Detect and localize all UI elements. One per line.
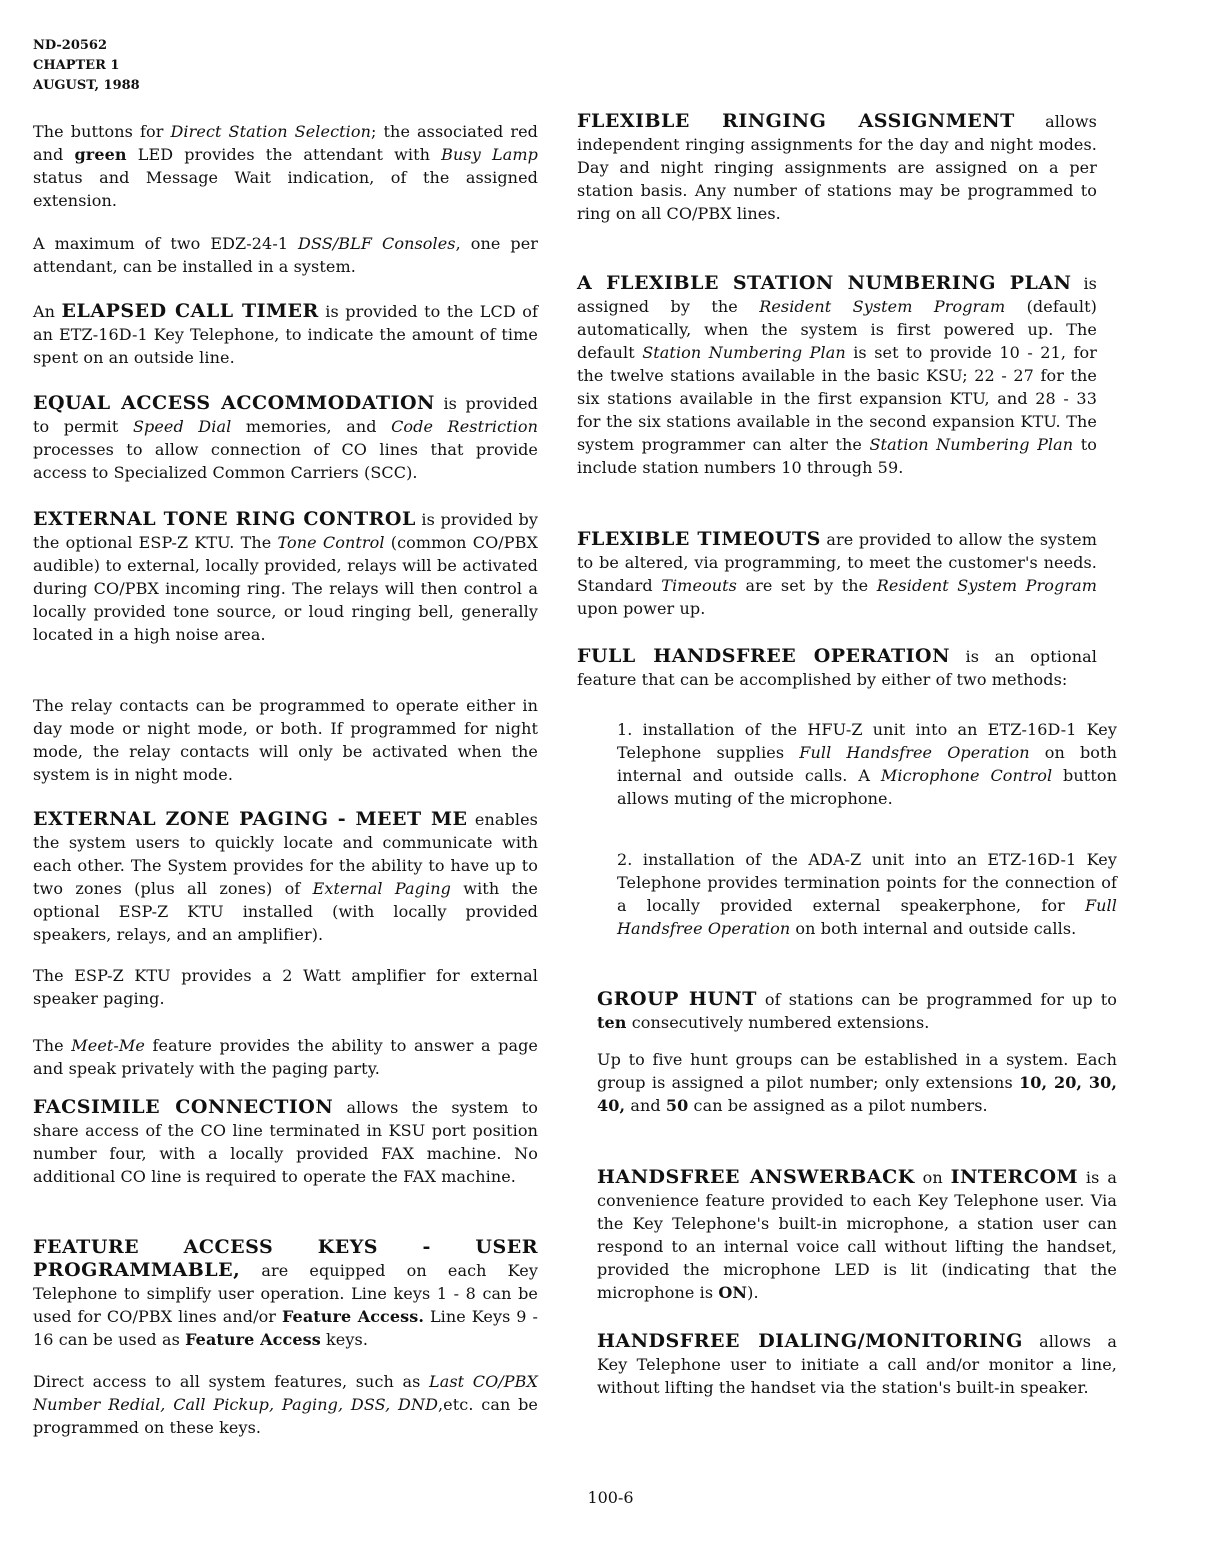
italic-text: Resident System Program (759, 297, 1006, 316)
body-text: A maximum of two EDZ-24-1 (33, 234, 299, 253)
feature-heading: EXTERNAL ZONE PAGING - MEET ME (33, 808, 468, 830)
body-text: (default) automatically, when the system is first powered up. The default (577, 297, 1097, 362)
paragraph (33, 1370, 538, 1439)
body-text: processes to allow connection of CO lines that provide access to Specialized Common Carriers (SCC). (33, 440, 538, 482)
italic-text: Code Restriction (391, 417, 539, 436)
italic-text: Meet-Me (71, 1036, 145, 1055)
body-text: are equipped on each Key Telephone to simplify user operation. Line keys 1 - 8 can be used for CO/PBX lines and/or (33, 1261, 538, 1326)
italic-text: Speed Dial (132, 417, 232, 436)
paragraph (33, 1096, 538, 1188)
paragraph (577, 645, 1097, 691)
feature-heading: HANDSFREE ANSWERBACK (597, 1166, 915, 1188)
body-text: Line Keys 9 - 16 can be used as (33, 1307, 538, 1349)
body-text: LED provides the attendant with (126, 145, 442, 164)
italic-text: Station Numbering Plan (642, 343, 846, 362)
italic-text: Busy Lamp (441, 145, 538, 164)
body-text: can be assigned as a pilot numbers. (688, 1096, 988, 1115)
italic-text: DSS/BLF Consoles (298, 234, 456, 253)
body-text: , one per attendant, can be installed in a system. (33, 234, 539, 276)
body-text: allows independent ringing assignments for the day and night modes. Day and night ringing assignments are assigned on a per station basis. Any number of stations may be programmed to ring on all CO/PBX lines. (577, 112, 1097, 223)
body-text: 1. installation of the HFU-Z unit into an ETZ-16D-1 Key Telephone supplies (617, 720, 1117, 762)
body-text: on (914, 1168, 951, 1187)
italic-text: Full Handsfree Operation (617, 896, 1117, 938)
document-number: ND-20562 (33, 38, 108, 53)
body-text: is set to provide 10 - 21, for the twelve stations available in the basic KSU; 22 - 27 for the six stations available in the first expansion KTU, and 28 - 33 for the six stations available in the second expansion KTU. The system programmer can alter the (577, 343, 1098, 454)
feature-heading: INTERCOM (950, 1166, 1079, 1188)
feature-heading: FEATURE ACCESS KEYS - USER PROGRAMMABLE, (33, 1236, 538, 1281)
document-date: AUGUST, 1988 (33, 78, 140, 93)
paragraph (577, 528, 1097, 620)
paragraph (33, 694, 538, 786)
body-text: is a convenience feature provided to each Key Telephone user. Via the Key Telephone's built-in microphone, a station user can respond to an internal voice call without lifting the handset, provided the microphone LED is lit (indicating that the microphone is (597, 1168, 1117, 1302)
body-text: feature provides the ability to answer a page and speak privately with the paging party. (33, 1036, 539, 1078)
body-text: is an optional feature that can be accomplished by either of two methods: (577, 647, 1097, 689)
body-text: (common CO/PBX audible) to external, locally provided, relays will be activated during CO/PBX incoming ring. The relays will then control a locally provided tone source, or loud ringing bell, generally located in a high noise area. (33, 533, 538, 644)
bold-text: green (74, 145, 127, 164)
body-text: The buttons for (33, 122, 171, 141)
feature-heading: FULL HANDSFREE OPERATION (577, 645, 950, 667)
body-text: ; the associated red and (33, 122, 539, 164)
body-text: keys. (320, 1330, 369, 1349)
body-text: is provided to permit (33, 394, 538, 436)
paragraph (597, 988, 1117, 1034)
bold-text: 10, 20, 30, 40, (597, 1073, 1118, 1115)
body-text: The (33, 1036, 72, 1055)
body-text: is provided by the optional ESP-Z KTU. The (33, 510, 539, 552)
italic-text: Resident System Program (876, 576, 1097, 595)
body-text: is provided to the LCD of an ETZ-16D-1 Key Telephone, to indicate the amount of time spent on an outside line. (33, 302, 539, 367)
body-text: on both internal and outside calls. A (617, 743, 1117, 785)
body-text: Up to five hunt groups can be established in a system. Each group is assigned a pilot number; only extensions (597, 1050, 1117, 1092)
body-text: ). (747, 1283, 759, 1302)
feature-heading: EXTERNAL TONE RING CONTROL (33, 508, 416, 530)
bold-text: ON (718, 1283, 748, 1302)
paragraph (577, 272, 1097, 479)
paragraph (33, 964, 538, 1010)
italic-text: Last CO/PBX Number Redial, Call Pickup, Paging, DSS, DND (33, 1372, 539, 1414)
body-text: is assigned by the (577, 274, 1097, 316)
body-text: are set by the (737, 576, 877, 595)
bold-text: Feature Access (185, 1330, 321, 1349)
body-text: with the optional ESP-Z KTU installed (with locally provided speakers, relays, and an amplifier). (33, 879, 539, 944)
body-text: 2. installation of the ADA-Z unit into an ETZ-16D-1 Key Telephone provides termination points for the connection of a locally provided external speakerphone, for (617, 850, 1117, 915)
italic-text: Microphone Control (880, 766, 1053, 785)
paragraph (33, 300, 538, 369)
body-text: The relay contacts can be programmed to operate either in day mode or night mode, or both. If programmed for night mode, the relay contacts will only be activated when the system is in night mode. (33, 696, 538, 784)
body-text: memories, and (231, 417, 392, 436)
paragraph (577, 110, 1097, 225)
page-number: 100-6 (587, 1488, 634, 1507)
paragraph (33, 1236, 538, 1351)
italic-text: Direct Station Selection (170, 122, 372, 141)
paragraph (617, 718, 1117, 810)
feature-heading: A FLEXIBLE STATION NUMBERING PLAN (577, 272, 1072, 294)
document-header (33, 36, 140, 96)
body-text: consecutively numbered extensions. (626, 1013, 930, 1032)
bold-text: Feature Access. (281, 1307, 425, 1326)
body-text: button allows muting of the microphone. (617, 766, 1117, 808)
feature-heading: FLEXIBLE TIMEOUTS (577, 528, 821, 550)
bold-text: ten (597, 1013, 627, 1032)
feature-heading: GROUP HUNT (597, 988, 757, 1010)
paragraph (33, 508, 538, 646)
paragraph (597, 1330, 1117, 1399)
body-text: upon power up. (577, 599, 706, 618)
paragraph (597, 1166, 1117, 1304)
paragraph (33, 1034, 538, 1080)
body-text: status and Message Wait indication, of the assigned extension. (33, 168, 538, 210)
feature-heading: EQUAL ACCESS ACCOMMODATION (33, 392, 435, 414)
paragraph (33, 120, 538, 212)
paragraph (33, 232, 538, 278)
paragraph (33, 808, 538, 946)
body-text: allows a Key Telephone user to initiate a call and/or monitor a line, without lifting the handset via the station's built-in speaker. (597, 1332, 1117, 1397)
body-text: Direct access to all system features, such as (33, 1372, 429, 1391)
body-text: and (625, 1096, 666, 1115)
body-text: enables the system users to quickly locate and communicate with each other. The System provides for the ability to have up to two zones (plus all zones) of (33, 810, 538, 898)
body-text: on both internal and outside calls. (790, 919, 1077, 938)
italic-text: External Paging (312, 879, 451, 898)
feature-heading: FLEXIBLE RINGING ASSIGNMENT (577, 110, 1015, 132)
italic-text: Station Numbering Plan (869, 435, 1074, 454)
chapter-label: CHAPTER 1 (33, 58, 120, 73)
body-text: are provided to allow the system to be altered, via programming, to meet the customer's needs. Standard (577, 530, 1097, 595)
paragraph (33, 392, 538, 484)
feature-heading: HANDSFREE DIALING/MONITORING (597, 1330, 1023, 1352)
feature-heading: FACSIMILE CONNECTION (33, 1096, 334, 1118)
italic-text: Full Handsfree Operation (799, 743, 1030, 762)
body-text: The ESP-Z KTU provides a 2 Watt amplifier for external speaker paging. (33, 966, 538, 1008)
bold-text: 50 (665, 1096, 689, 1115)
body-text: allows the system to share access of the CO line terminated in KSU port position number four, with a locally provided FAX machine. No additional CO line is required to operate the FAX machine. (33, 1098, 538, 1186)
feature-heading: ELAPSED CALL TIMER (61, 300, 319, 322)
body-text: An (33, 302, 62, 321)
italic-text: Tone Control (277, 533, 385, 552)
italic-text: Timeouts (661, 576, 737, 595)
body-text: to include station numbers 10 through 59. (577, 435, 1097, 477)
paragraph (617, 848, 1117, 940)
paragraph (597, 1048, 1117, 1117)
body-text: ,etc. can be programmed on these keys. (33, 1395, 538, 1437)
body-text: of stations can be programmed for up to (756, 990, 1117, 1009)
